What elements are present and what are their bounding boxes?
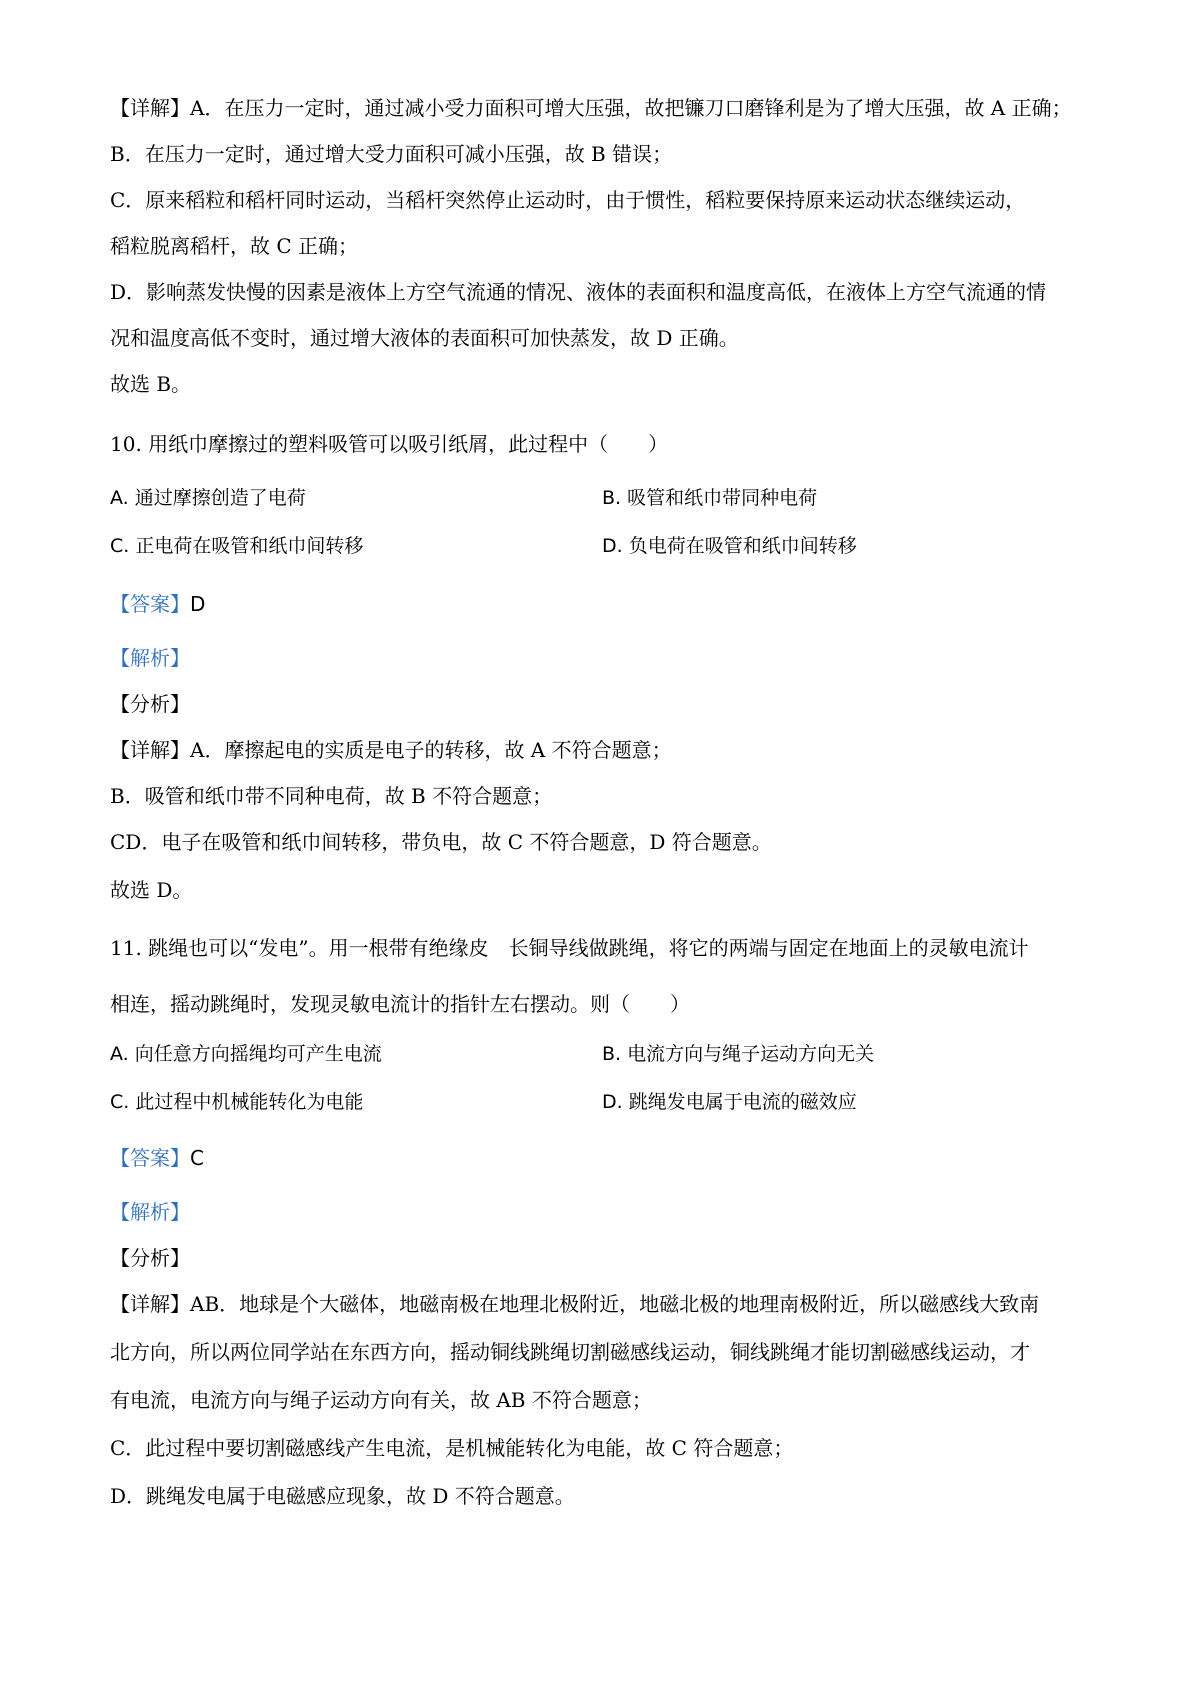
q9-detail-line-2: B．在压力一定时，通过增大受力面积可减小压强，故 B 错误； <box>110 142 673 166</box>
answer-label: 答案 <box>130 592 170 616</box>
q11-option-c: C. 此过程中机械能转化为电能 <box>110 1091 364 1113</box>
analysis-bracket-close: 】 <box>170 646 190 670</box>
q11-option-d: D. 跳绳发电属于电流的磁效应 <box>602 1091 857 1113</box>
analysis-bracket-open: 【 <box>110 646 130 670</box>
answer-label: 答案 <box>130 1146 170 1170</box>
analysis-bracket-open: 【 <box>110 1200 130 1224</box>
q10-option-d: D. 负电荷在吸管和纸巾间转移 <box>602 535 857 557</box>
analysis-bracket-close: 】 <box>170 1200 190 1224</box>
q11-detail-line-1: 【详解】AB．地球是个大磁体，地磁南极在地理北极附近，地磁北极的地理南极附近，所以磁感线大致南 <box>110 1292 1040 1316</box>
q9-detail-line-3: C．原来稻粒和稻杆同时运动，当稻杆突然停止运动时，由于惯性，稻粒要保持原来运动状态继续运动， <box>110 188 1026 212</box>
q9-detail-line-6: 况和温度高低不变时，通过增大液体的表面积可加快蒸发，故 D 正确。 <box>110 326 739 350</box>
q10-analysis <box>110 644 190 672</box>
q9-detail-line-1: 【详解】A．在压力一定时，通过减小受力面积可增大压强，故把镰刀口磨锋利是为了增大压强，故 A 正确； <box>110 96 1072 120</box>
q10-conclusion: 故选 D。 <box>110 878 193 902</box>
answer-bracket-open: 【 <box>110 592 130 616</box>
q9-detail-line-4: 稻粒脱离稻杆，故 C 正确； <box>110 234 359 258</box>
q11-option-a: A. 向任意方向摇绳均可产生电流 <box>110 1043 382 1065</box>
q11-detail-line-4: C．此过程中要切割磁感线产生电流，是机械能转化为电能，故 C 符合题意； <box>110 1436 794 1460</box>
q10-detail-line-3: CD．电子在吸管和纸巾间转移，带负电，故 C 不符合题意，D 符合题意。 <box>110 830 772 854</box>
answer-value: D <box>190 592 206 616</box>
q10-detail-line-2: B．吸管和纸巾带不同种电荷，故 B 不符合题意； <box>110 784 553 808</box>
q11-fenxi: 【分析】 <box>110 1246 190 1270</box>
answer-bracket-close: 】 <box>170 1146 190 1170</box>
q11-stem-line-1: 11. 跳绳也可以“发电”。用一根带有绝缘皮 长铜导线做跳绳，将它的两端与固定在地面上的灵敏电流计 <box>110 936 1029 960</box>
answer-bracket-close: 】 <box>170 592 190 616</box>
analysis-label: 解析 <box>130 1200 170 1224</box>
q9-conclusion: 故选 B。 <box>110 372 192 396</box>
q11-answer <box>110 1144 204 1172</box>
q10-option-b: B. 吸管和纸巾带同种电荷 <box>602 487 818 509</box>
q11-detail-line-2: 北方向，所以两位同学站在东西方向，摇动铜线跳绳切割磁感线运动，铜线跳绳才能切割磁感线运动，才 <box>110 1340 1030 1364</box>
q11-option-b: B. 电流方向与绳子运动方向无关 <box>602 1043 875 1065</box>
analysis-label: 解析 <box>130 646 170 670</box>
answer-bracket-open: 【 <box>110 1146 130 1170</box>
q11-analysis <box>110 1198 190 1226</box>
q10-fenxi: 【分析】 <box>110 692 190 716</box>
answer-value: C <box>190 1146 204 1170</box>
q11-detail-line-3: 有电流，电流方向与绳子运动方向有关，故 AB 不符合题意； <box>110 1388 652 1412</box>
q10-detail-line-1: 【详解】A．摩擦起电的实质是电子的转移，故 A 不符合题意； <box>110 738 672 762</box>
q10-answer <box>110 590 205 618</box>
q10-option-c: C. 正电荷在吸管和纸巾间转移 <box>110 535 364 557</box>
q11-detail-line-5: D．跳绳发电属于电磁感应现象，故 D 不符合题意。 <box>110 1484 575 1508</box>
q11-stem-line-2: 相连，摇动跳绳时，发现灵敏电流计的指针左右摆动。则（ ） <box>110 992 690 1016</box>
q9-detail-line-5: D．影响蒸发快慢的因素是液体上方空气流通的情况、液体的表面积和温度高低，在液体上方空气流通的情 <box>110 280 1047 304</box>
q10-option-a: A. 通过摩擦创造了电荷 <box>110 487 306 509</box>
q10-stem: 10. 用纸巾摩擦过的塑料吸管可以吸引纸屑，此过程中（ ） <box>110 432 669 456</box>
